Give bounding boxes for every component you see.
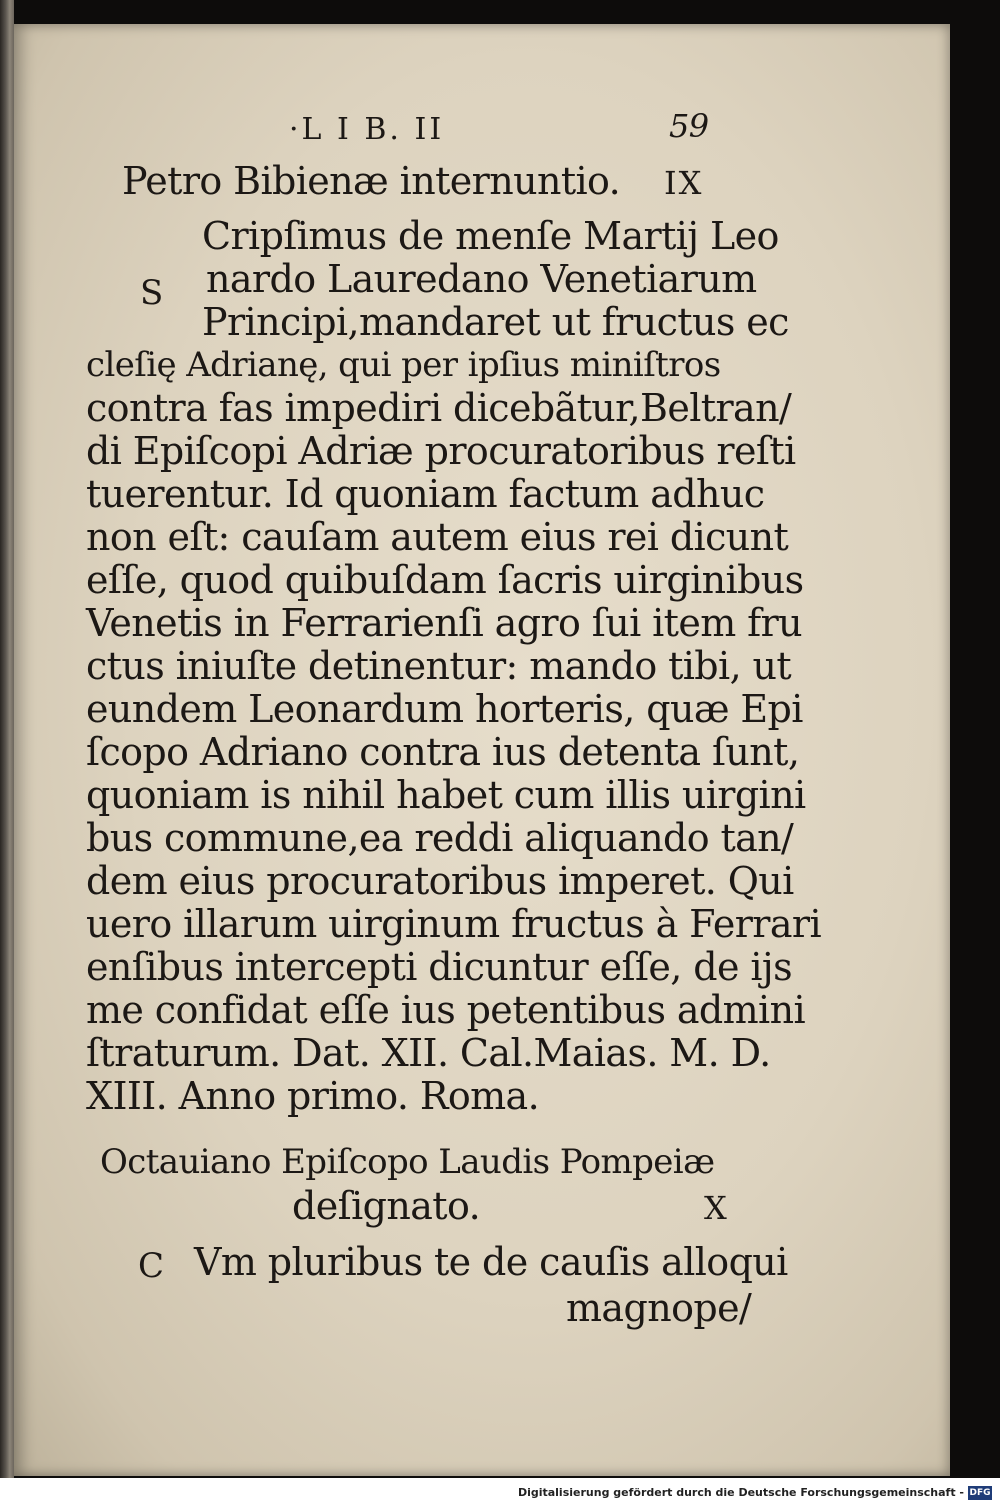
letter-ix-line: ſcopo Adriano contra ius detenta ſunt, (86, 730, 800, 774)
letter-ix-heading: Petro Bibienæ internuntio. (122, 159, 621, 203)
letter-x-heading-cont: deſignato. (292, 1184, 481, 1228)
letter-ix-line: ſtraturum. Dat. XII. Cal.Maias. M. D. (86, 1031, 771, 1075)
letter-ix-line: eundem Leonardum horteris, quæ Epi (86, 687, 803, 731)
letter-ix-line: bus commune,ea reddi aliquando tan/ (86, 816, 794, 860)
letter-ix-line: nardo Lauredano Venetiarum (206, 257, 757, 301)
letter-ix-line: tuerentur. Id quoniam factum adhuc (86, 472, 765, 516)
letter-ix-line: contra fas impediri dicebãtur,Beltran/ (86, 386, 792, 430)
letter-ix-line: di Epiſcopi Adriæ procuratoribus reſti (86, 429, 796, 473)
book-page (14, 24, 950, 1476)
footer-credit-text: Digitalisierung gefördert durch die Deutsche Forschungsgemeinschaft - (517, 1486, 964, 1499)
letter-x-heading: Octauiano Epiſcopo Laudis Pompeiæ (100, 1142, 715, 1182)
letter-ix-line: XIII. Anno primo. Roma. (86, 1074, 540, 1118)
letter-ix-line: dem eius procuratoribus imperet. Qui (86, 859, 794, 903)
letter-ix-line: uero illarum uirginum fructus à Ferrari (86, 902, 822, 946)
book-spine-edge (0, 0, 14, 1478)
letter-ix-line: quoniam is nihil habet cum illis uirgini (86, 773, 806, 817)
letter-ix-line: Cripſimus de menſe Martij Leo (202, 214, 779, 258)
letter-ix-line: Principi,mandaret ut fructus ec (202, 300, 789, 344)
page-number: 59 (669, 107, 709, 145)
letter-ix-number: IX (664, 164, 704, 202)
letter-x-number: X (704, 1189, 729, 1227)
digitization-footer (0, 1478, 1000, 1505)
running-head: ·L I B. II (289, 112, 445, 147)
letter-ix-line: enſibus intercepti dicuntur eſſe, de ijs (86, 945, 792, 989)
marginal-letter-s: S (140, 273, 163, 313)
catchword: magnope/ (566, 1286, 752, 1330)
dfg-logo: DFG (969, 1488, 991, 1498)
letter-ix-line: me confidat eſſe ius petentibus admini (86, 988, 806, 1032)
letter-ix-line: non eſt: cauſam autem eius rei dicunt (86, 515, 789, 559)
letter-x-first-line: Vm pluribus te de cauſis alloqui (194, 1240, 788, 1284)
marginal-letter-c: C (138, 1246, 164, 1286)
letter-ix-line: ctus iniuſte detinentur: mando tibi, ut (86, 644, 792, 688)
letter-ix-line: cleſię Adrianę, qui per ipſius miniſtros (86, 345, 721, 385)
letter-ix-line: Venetis in Ferrarienſi agro ſui item fru (86, 601, 803, 645)
letter-ix-line: eſſe, quod quibuſdam ſacris uirginibus (86, 558, 804, 602)
